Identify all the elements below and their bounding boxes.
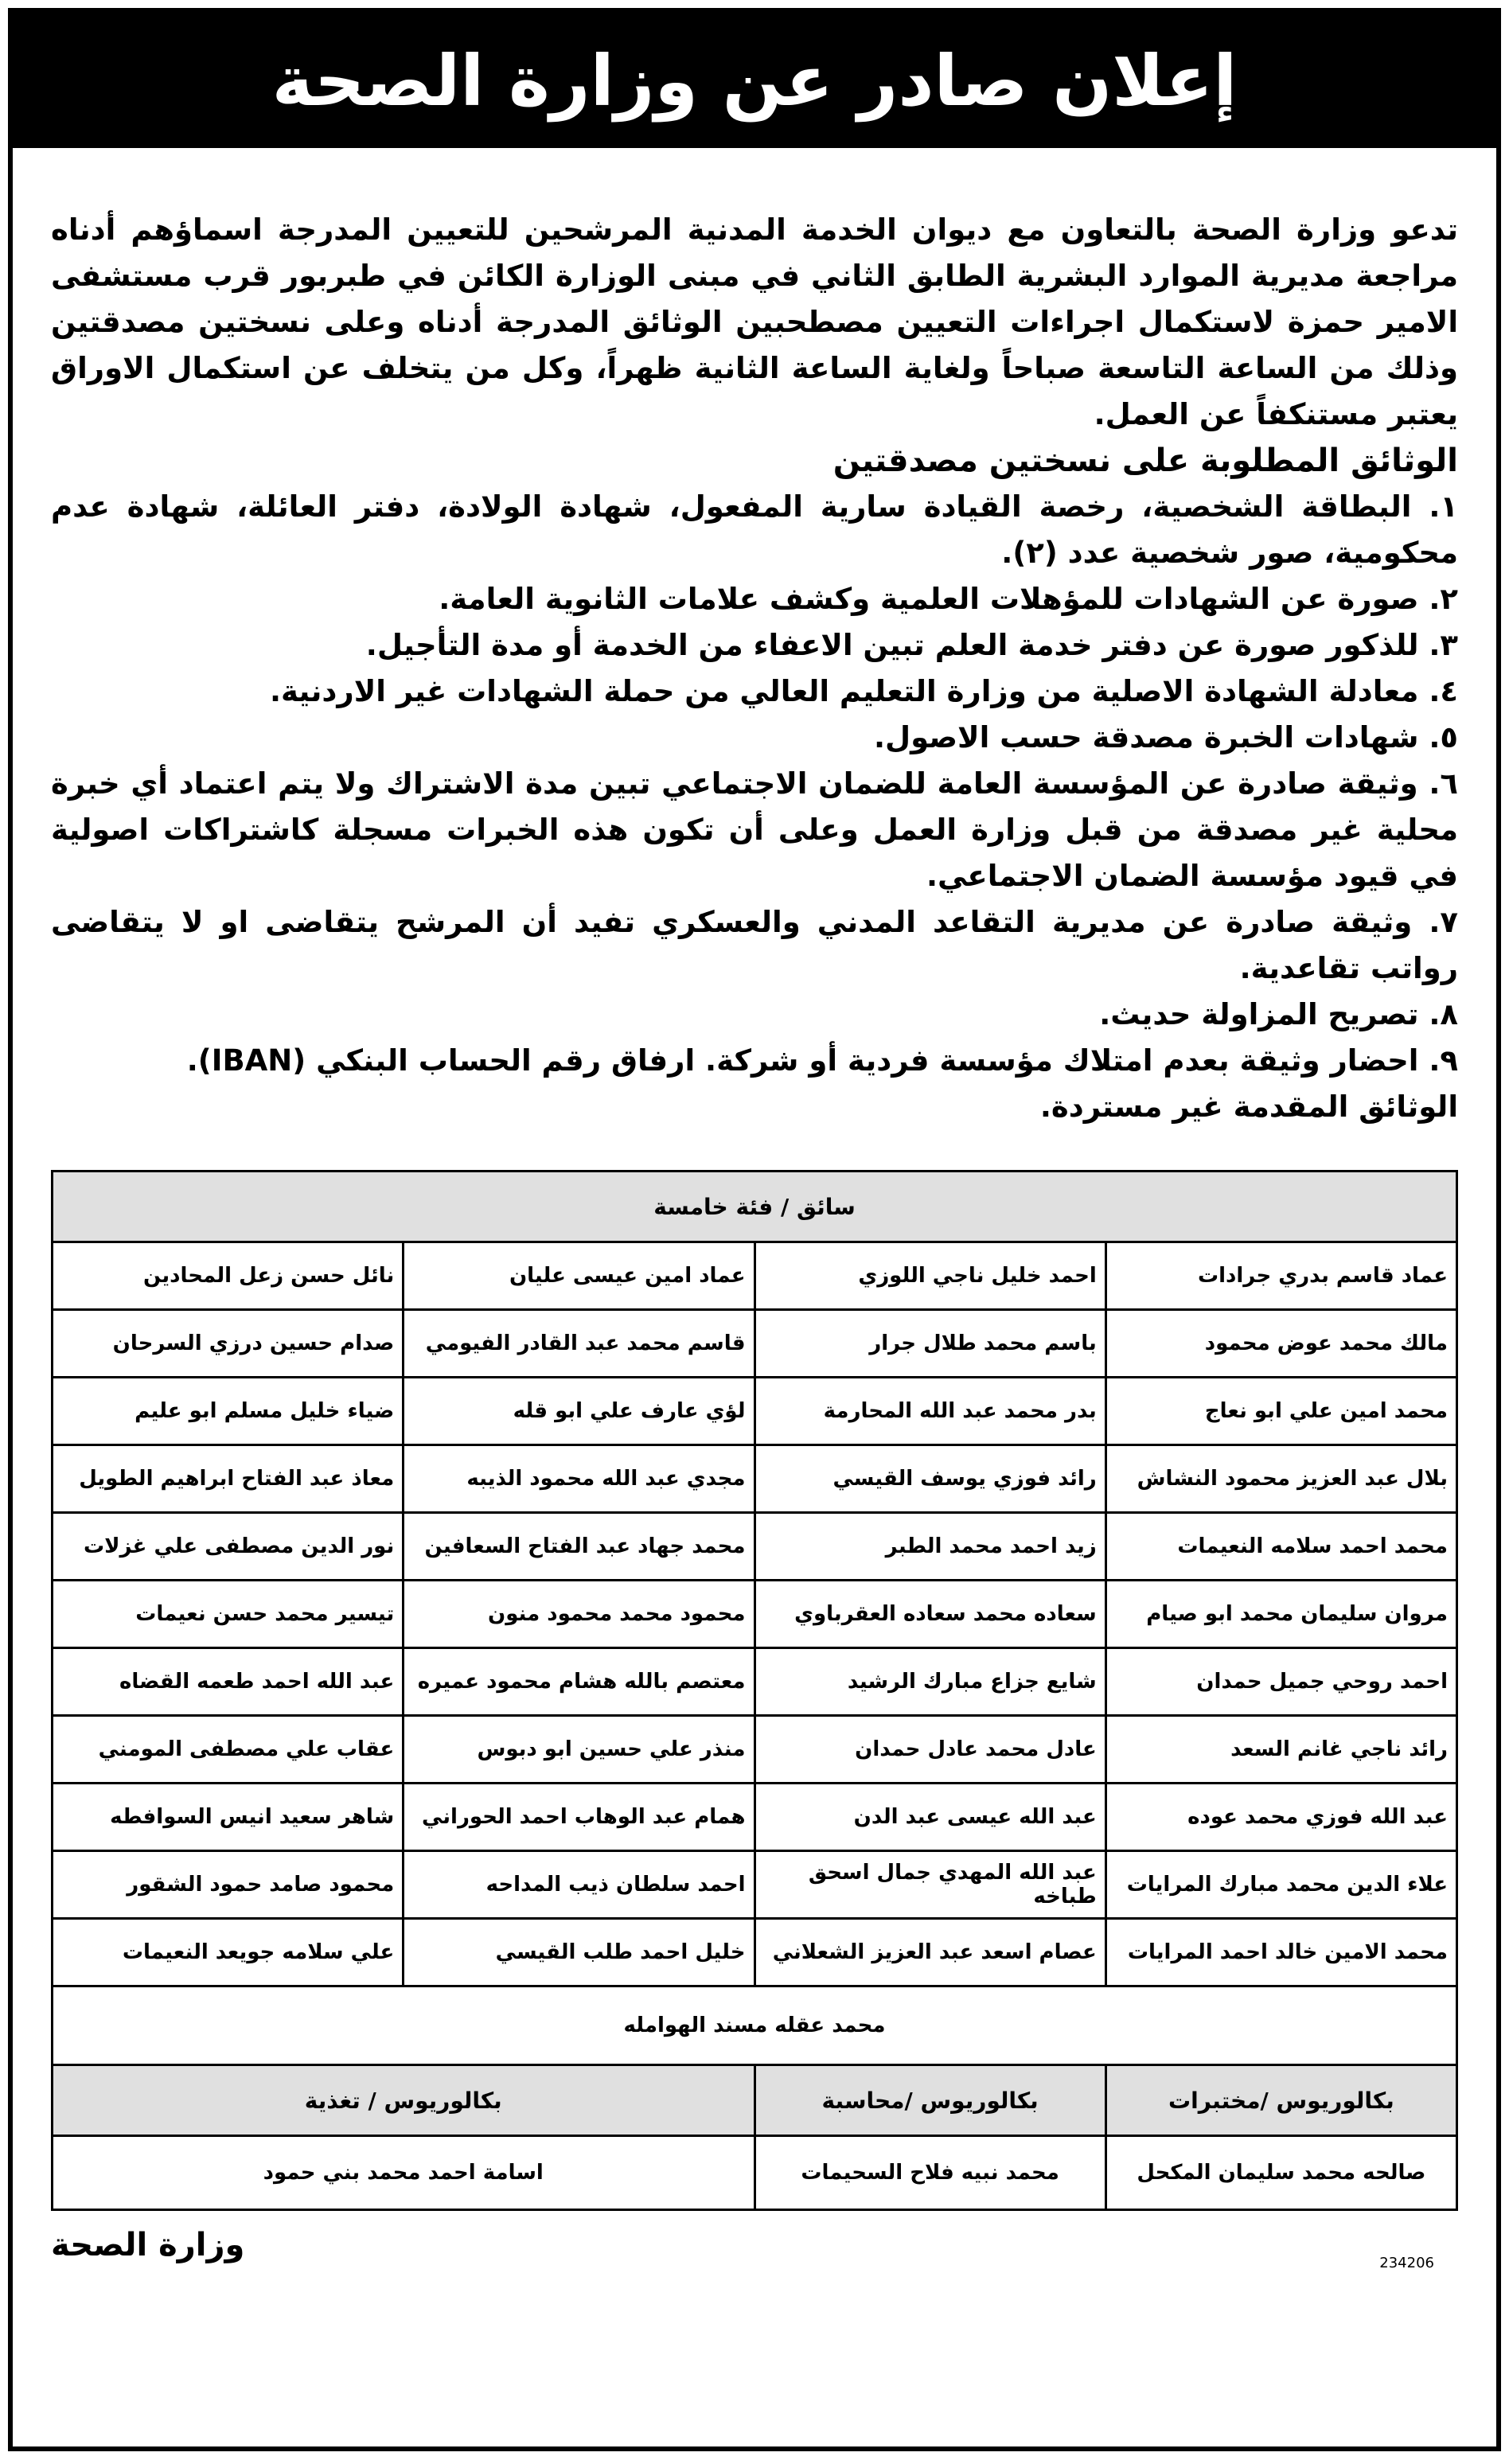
announcement-body bbox=[51, 207, 1458, 1130]
candidate-name: محمد عقله مسند الهوامله bbox=[53, 1986, 1457, 2065]
docs-note: الوثائق المقدمة غير مستردة. bbox=[1039, 1090, 1458, 1124]
signature: وزارة الصحة bbox=[51, 2227, 245, 2263]
candidate-name: لؤي عارف علي ابو قله bbox=[404, 1378, 754, 1445]
candidate-name: همام عبد الوهاب احمد الحوراني bbox=[404, 1784, 754, 1851]
candidate-name: عماد قاسم بدري جرادات bbox=[1105, 1242, 1456, 1310]
candidate-name: معاذ عبد الفتاح ابراهيم الطويل bbox=[53, 1445, 404, 1513]
candidate-name: نائل حسن زعل المحادين bbox=[53, 1242, 404, 1310]
candidate-name: اسامة احمد محمد بني حمود bbox=[53, 2136, 755, 2210]
candidate-name: محمود محمد محمود منون bbox=[404, 1581, 754, 1648]
doc-item: ٦. وثيقة صادرة عن المؤسسة العامة للضمان الاجتماعي تبين مدة الاشتراك ولا يتم اعتماد أي خبرة محلية غير مصدقة من قبل وزارة العمل وعلى أن تكون هذه الخبرات مسجلة كاشتراكات اصولية في قيود مؤسسة الضمان الاجتماعي. bbox=[51, 766, 1458, 893]
doc-item: ٤. معادلة الشهادة الاصلية من وزارة التعليم العالي من حملة الشهادات غير الاردنية. bbox=[269, 674, 1458, 708]
candidate-name: عبد الله المهدي جمال اسحق طباخه bbox=[754, 1851, 1105, 1919]
candidate-name: منذر علي حسين ابو دبوس bbox=[404, 1716, 754, 1784]
candidate-name: علاء الدين محمد مبارك المرايات bbox=[1105, 1851, 1456, 1919]
candidate-name: عبد الله احمد طعمه القضاه bbox=[53, 1648, 404, 1716]
candidate-name: عقاب علي مصطفى المومني bbox=[53, 1716, 404, 1784]
candidate-name: احمد روحي جميل حمدان bbox=[1105, 1648, 1456, 1716]
candidate-name: بلال عبد العزيز محمود النشاش bbox=[1105, 1445, 1456, 1513]
table-row bbox=[53, 1445, 1457, 1513]
doc-item: ٣. للذكور صورة عن دفتر خدمة العلم تبين الاعفاء من الخدمة أو مدة التأجيل. bbox=[365, 628, 1458, 662]
doc-item: ٩. احضار وثيقة بعدم امتلاك مؤسسة فردية أو شركة. ارفاق رقم الحساب البنكي (IBAN). bbox=[186, 1043, 1458, 1078]
table-row bbox=[53, 1784, 1457, 1851]
table-row bbox=[53, 1378, 1457, 1445]
candidate-name: عصام اسعد عبد العزيز الشعلاني bbox=[754, 1919, 1105, 1986]
specialty-header: بكالوريوس /مختبرات bbox=[1105, 2065, 1456, 2136]
table-row bbox=[53, 1310, 1457, 1378]
candidate-name: خليل احمد طلب القيسي bbox=[404, 1919, 754, 1986]
intro-paragraph: تدعو وزارة الصحة بالتعاون مع ديوان الخدمة المدنية المرشحين للتعيين المدرجة اسماؤهم أدناه مراجعة مديرية الموارد البشرية الطابق الثاني في مبنى الوزارة الكائن في طبربور قرب مستشفى الامير حمزة لاستكمال اجراءات التعيين مصطحبين الوثائق المدرجة أدناه وعلى نسختين مصدقتين وذلك من الساعة التاسعة صباحاً ولغاية الساعة الثانية ظهراً، وكل من يتخلف عن استكمال الاوراق يعتبر مستنكفاً عن العمل. bbox=[51, 212, 1458, 431]
doc-item: ٢. صورة عن الشهادات للمؤهلات العلمية وكشف علامات الثانوية العامة. bbox=[439, 582, 1458, 616]
candidate-name: صالحه محمد سليمان المكحل bbox=[1105, 2136, 1456, 2210]
candidate-name: تيسير محمد حسن نعيمات bbox=[53, 1581, 404, 1648]
table-row bbox=[53, 1242, 1457, 1310]
candidate-name: عبد الله فوزي محمد عوده bbox=[1105, 1784, 1456, 1851]
candidate-name: مالك محمد عوض محمود bbox=[1105, 1310, 1456, 1378]
candidate-name: نور الدين مصطفى علي غزلات bbox=[53, 1513, 404, 1581]
candidate-name: زيد احمد محمد الطبر bbox=[754, 1513, 1105, 1581]
candidate-name: علي سلامه جويعد النعيمات bbox=[53, 1919, 404, 1986]
reference-number: 234206 bbox=[1379, 2255, 1434, 2271]
doc-item: ٨. تصريح المزاولة حديث. bbox=[1099, 997, 1458, 1031]
candidate-name: احمد خليل ناجي اللوزي bbox=[754, 1242, 1105, 1310]
section-title: سائق / فئة خامسة bbox=[53, 1172, 1457, 1242]
candidate-name: بدر محمد عبد الله المحارمة bbox=[754, 1378, 1105, 1445]
candidate-name: ضياء خليل مسلم ابو عليم bbox=[53, 1378, 404, 1445]
candidate-name: محمد نبيه فلاح السحيمات bbox=[754, 2136, 1105, 2210]
candidate-name: محمد احمد سلامه النعيمات bbox=[1105, 1513, 1456, 1581]
candidate-name: محمد امين علي ابو نعاج bbox=[1105, 1378, 1456, 1445]
footer bbox=[51, 2211, 1458, 2283]
candidate-name: محمد جهاد عبد الفتاح السعافين bbox=[404, 1513, 754, 1581]
table-row bbox=[53, 2136, 1457, 2210]
specialty-header: بكالوريوس / تغذية bbox=[53, 2065, 755, 2136]
candidate-name: محمد الامين خالد احمد المرايات bbox=[1105, 1919, 1456, 1986]
doc-item: ١. البطاقة الشخصية، رخصة القيادة سارية المفعول، شهادة الولادة، دفتر العائلة، شهادة عدم محكومية، صور شخصية عدد (٢). bbox=[51, 489, 1458, 570]
table-row bbox=[53, 1513, 1457, 1581]
table-row bbox=[53, 1986, 1457, 2065]
candidate-name: مجدي عبد الله محمود الذيبه bbox=[404, 1445, 754, 1513]
candidate-name: رائد فوزي يوسف القيسي bbox=[754, 1445, 1105, 1513]
docs-title: الوثائق المطلوبة على نسختين مصدقتين bbox=[832, 443, 1458, 479]
candidate-name: عبد الله عيسى عبد الدن bbox=[754, 1784, 1105, 1851]
candidate-name: قاسم محمد عبد القادر الفيومي bbox=[404, 1310, 754, 1378]
candidates-table bbox=[51, 1170, 1458, 2211]
doc-item: ٧. وثيقة صادرة عن مديرية التقاعد المدني والعسكري تفيد أن المرشح يتقاضى او لا يتقاضى رواتب تقاعدية. bbox=[51, 905, 1458, 985]
table-row bbox=[53, 1716, 1457, 1784]
candidate-name: صدام حسين درزي السرحان bbox=[53, 1310, 404, 1378]
candidate-name: عادل محمد عادل حمدان bbox=[754, 1716, 1105, 1784]
candidate-name: شاهر سعيد انيس السوافطه bbox=[53, 1784, 404, 1851]
candidate-name: معتصم بالله هشام محمود عميره bbox=[404, 1648, 754, 1716]
candidate-name: احمد سلطان ذيب المداحه bbox=[404, 1851, 754, 1919]
announcement-title: إعلان صادر عن وزارة الصحة bbox=[13, 13, 1496, 148]
table-row bbox=[53, 1851, 1457, 1919]
table-row bbox=[53, 1919, 1457, 1986]
bachelor-header-row bbox=[53, 2065, 1457, 2136]
doc-item: ٥. شهادات الخبرة مصدقة حسب الاصول. bbox=[873, 720, 1458, 754]
candidate-name: محمود صامد حمود الشقور bbox=[53, 1851, 404, 1919]
table-row bbox=[53, 1581, 1457, 1648]
candidate-name: باسم محمد طلال جرار bbox=[754, 1310, 1105, 1378]
candidate-name: رائد ناجي غانم السعد bbox=[1105, 1716, 1456, 1784]
candidate-name: عماد امين عيسى عليان bbox=[404, 1242, 754, 1310]
table-row bbox=[53, 1648, 1457, 1716]
specialty-header: بكالوريوس /محاسبة bbox=[754, 2065, 1105, 2136]
candidate-name: سعاده محمد سعاده العقرباوي bbox=[754, 1581, 1105, 1648]
docs-list bbox=[51, 484, 1458, 1084]
candidate-name: مروان سليمان محمد ابو صيام bbox=[1105, 1581, 1456, 1648]
candidate-name: شايع جزاع مبارك الرشيد bbox=[754, 1648, 1105, 1716]
